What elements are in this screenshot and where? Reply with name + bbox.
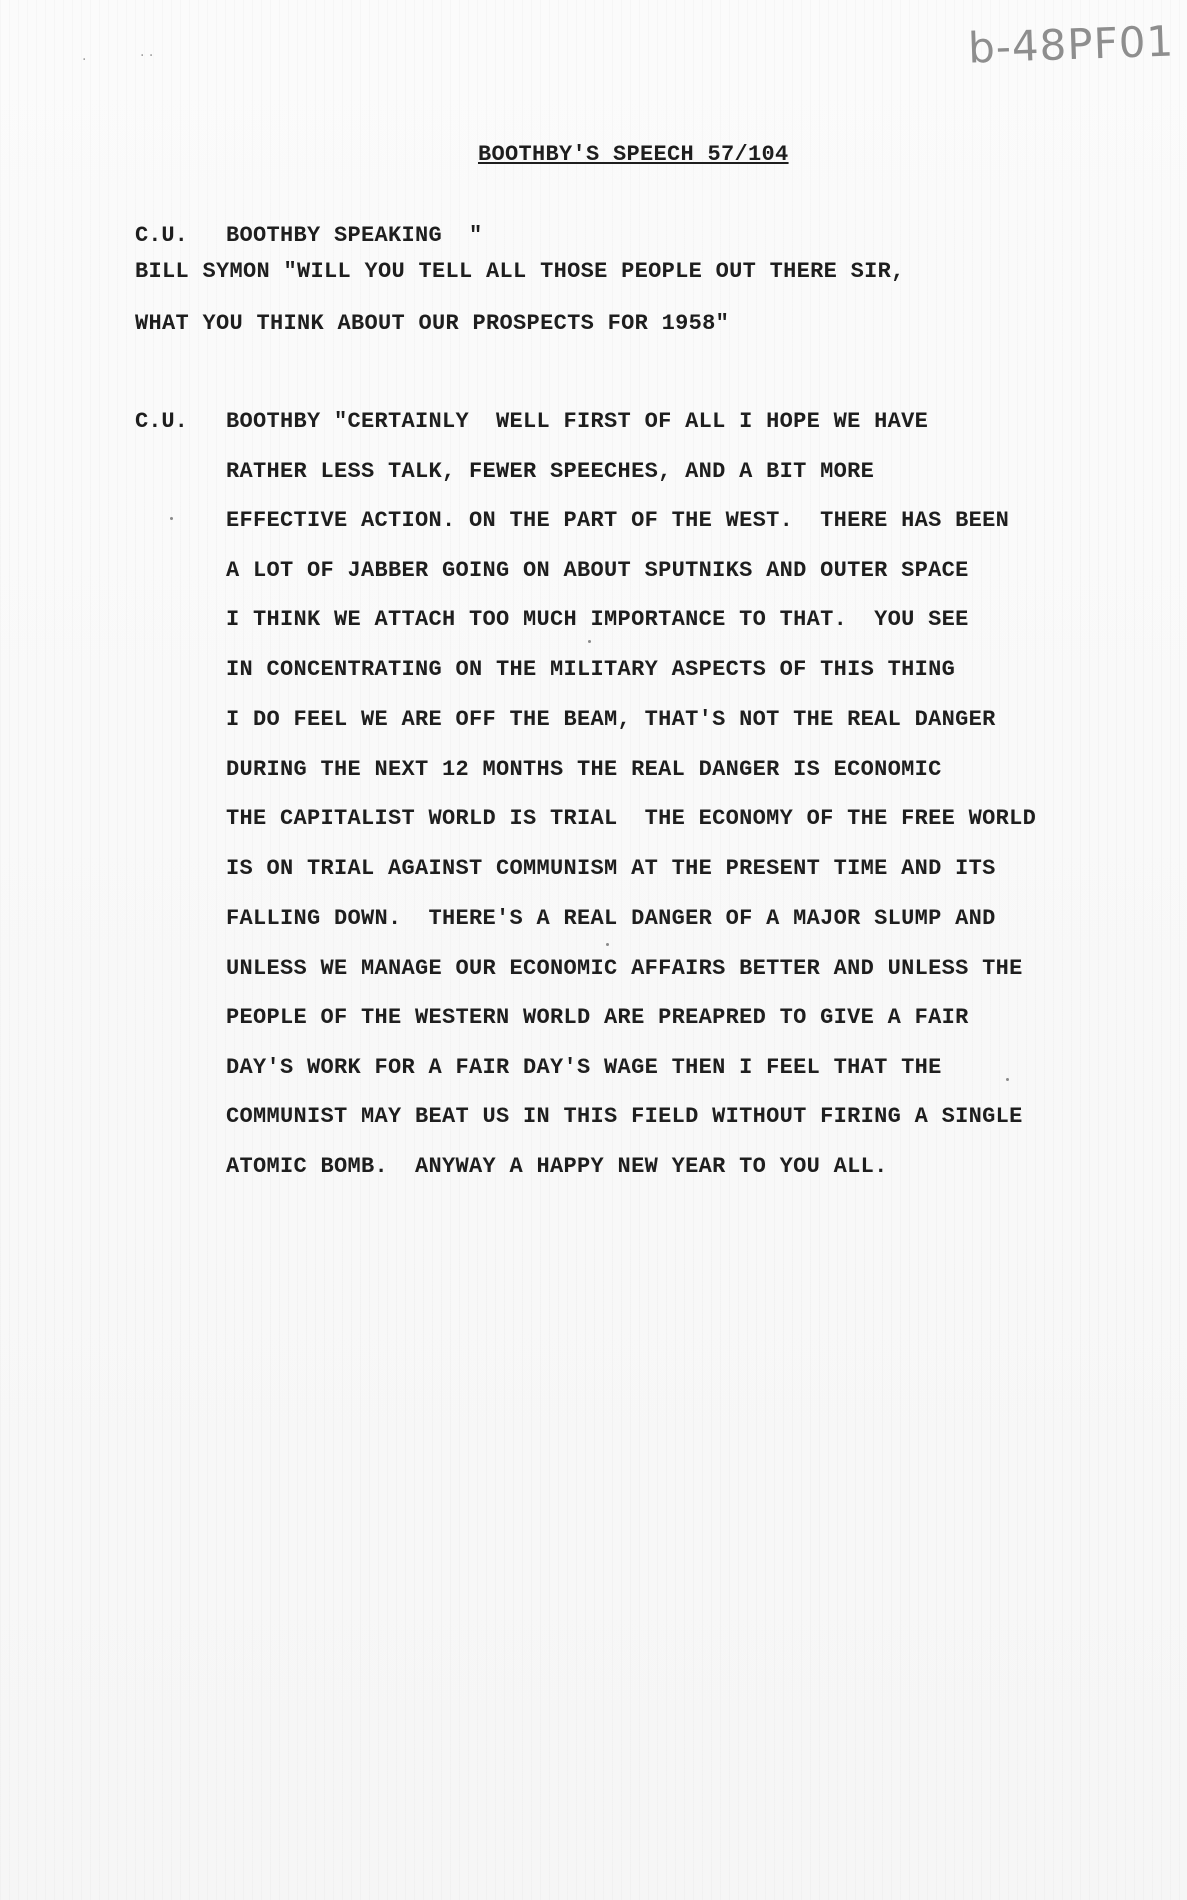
speech-line: COMMUNIST MAY BEAT US IN THIS FIELD WITHOUT FIRING A SINGLE	[226, 1104, 1023, 1129]
intro-line-2: BILL SYMON "WILL YOU TELL ALL THOSE PEOPLE OUT THERE SIR,	[135, 259, 905, 284]
speech-line: PEOPLE OF THE WESTERN WORLD ARE PREAPRED TO GIVE A FAIR	[226, 1005, 969, 1030]
scan-speck	[1006, 1078, 1009, 1081]
speech-line: ATOMIC BOMB. ANYWAY A HAPPY NEW YEAR TO YOU ALL.	[226, 1154, 888, 1179]
speech-line: UNLESS WE MANAGE OUR ECONOMIC AFFAIRS BETTER AND UNLESS THE	[226, 956, 1023, 981]
scan-speck: ⋅	[82, 52, 87, 68]
speech-line: RATHER LESS TALK, FEWER SPEECHES, AND A BIT MORE	[226, 459, 875, 484]
speech-line: IN CONCENTRATING ON THE MILITARY ASPECTS OF THIS THING	[226, 657, 956, 682]
speech-line: I DO FEEL WE ARE OFF THE BEAM, THAT'S NOT THE REAL DANGER	[226, 707, 996, 732]
scan-speck	[170, 517, 173, 520]
speech-line: DAY'S WORK FOR A FAIR DAY'S WAGE THEN I FEEL THAT THE	[226, 1055, 942, 1080]
intro-shot-label: C.U.	[135, 223, 188, 248]
speech-shot-label: C.U.	[135, 409, 188, 434]
speech-line: A LOT OF JABBER GOING ON ABOUT SPUTNIKS AND OUTER SPACE	[226, 558, 969, 583]
scan-speck	[588, 640, 591, 643]
scan-speck	[606, 943, 609, 946]
speech-line: IS ON TRIAL AGAINST COMMUNISM AT THE PRESENT TIME AND ITS	[226, 856, 996, 881]
speech-line: DURING THE NEXT 12 MONTHS THE REAL DANGER IS ECONOMIC	[226, 757, 942, 782]
intro-line-1: BOOTHBY SPEAKING "	[226, 223, 483, 248]
scan-speck: · ·	[140, 48, 154, 64]
intro-line-3: WHAT YOU THINK ABOUT OUR PROSPECTS FOR 1958"	[135, 311, 730, 336]
document-title: BOOTHBY'S SPEECH 57/104	[478, 142, 789, 167]
speech-line: FALLING DOWN. THERE'S A REAL DANGER OF A MAJOR SLUMP AND	[226, 906, 996, 931]
speech-line: THE CAPITALIST WORLD IS TRIAL THE ECONOMY OF THE FREE WORLD	[226, 806, 1037, 831]
archive-reference-number: b-48PF01	[967, 16, 1175, 73]
speech-line: I THINK WE ATTACH TOO MUCH IMPORTANCE TO THAT. YOU SEE	[226, 607, 969, 632]
speech-line: BOOTHBY "CERTAINLY WELL FIRST OF ALL I HOPE WE HAVE	[226, 409, 929, 434]
speech-line: EFFECTIVE ACTION. ON THE PART OF THE WEST. THERE HAS BEEN	[226, 508, 1010, 533]
